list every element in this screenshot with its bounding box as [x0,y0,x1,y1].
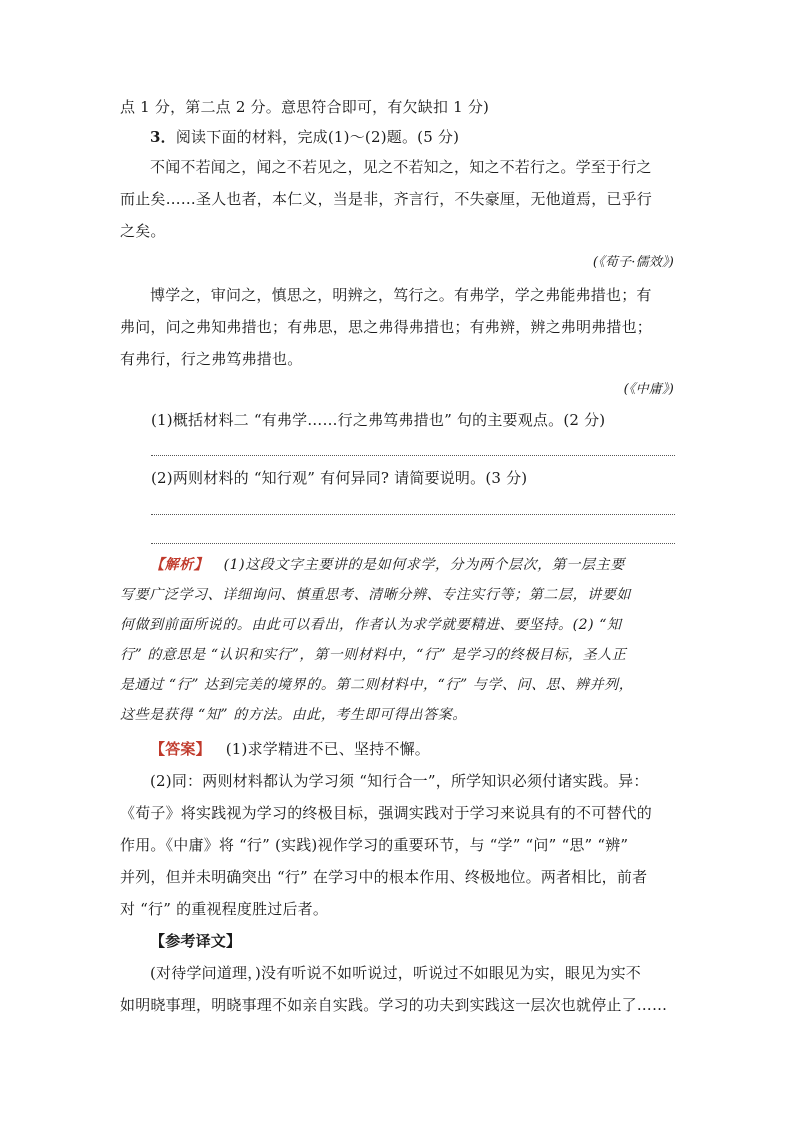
material2-source: (《中庸》) [623,382,674,397]
analysis-line [150,555,706,575]
material2-line: 有弗行，行之弗笃弗措也。 [120,350,303,368]
analysis-line: 写要广泛学习、详细询问、慎重思考、清晰分辨、专注实行等；第二层，讲要如 [120,587,631,603]
question-prompt: 阅读下面的材料，完成(1)～(2)题。(5 分) [175,128,460,146]
answer-line-text: 《荀子》将实践视为学习的终极目标，强调实践对于学习来说具有的不可替代的 [120,804,653,822]
answer-label: 【答案】 [150,740,211,758]
sub-question-2: (2)两则材料的 “知行观” 有何异同? 请简要说明。(3 分) [151,469,528,487]
analysis-label: 【解析】 [150,557,209,573]
translation-label: 【参考译文】 [150,932,242,950]
answer-line-text: 并列，但并未明确突出 “行” 在学习中的根本作用、终极地位。两者相比，前者 [120,868,648,886]
material1-line: 不闻不若闻之，闻之不若见之，见之不若知之，知之不若行之。学至于行之 [150,158,652,176]
answer-text: (1)求学精进不已、坚持不懈。 [225,740,430,758]
answer-line [151,543,675,544]
text-line: 点 1 分，第二点 2 分。意思符合即可，有欠缺扣 1 分) [120,98,490,116]
material2-line: 博学之，审问之，慎思之，明辨之，笃行之。有弗学，学之弗能弗措也；有 [150,286,652,304]
analysis-line: 何做到前面所说的。由此可以看出，作者认为求学就要精进、要坚持。(2) “知 [120,617,622,633]
translation-line: 如明晓事理，明晓事理不如亲自实践。学习的功夫到实践这一层次也就停止了…… [120,996,668,1014]
question-heading [150,127,706,147]
answer-line-text: (2)同：两则材料都认为学习须 “知行合一”，所学知识必须付诸实践。异： [150,772,649,790]
analysis-line: 行” 的意思是 “认识和实行”，第一则材料中，“行” 是学习的终极目标，圣人正 [120,647,627,663]
material1-line: 之矣。 [120,222,166,240]
answer-line [151,514,675,515]
material1-source: (《荀子·儒效》) [592,255,674,270]
analysis-line: 是通过 “行” 达到完美的境界的。第二则材料中，“行” 与学、问、思、辨并列， [120,677,634,693]
sub-question-1: (1)概括材料二 “有弗学……行之弗笃弗措也” 句的主要观点。(2 分) [151,411,606,429]
answer-line-text: 对 “行” 的重视程度胜过后者。 [120,900,329,918]
answer-line-text: 作用。《中庸》将 “行” (实践)视作学习的重要环节，与 “学” “问” “思” “辨” [120,836,629,854]
material1-line: 而止矣……圣人也者，本仁义，当是非，齐言行，不失豪厘，无他道焉，已乎行 [120,190,653,208]
question-number: 3． [150,128,176,146]
analysis-line: 这些是获得 “知” 的方法。由此，考生即可得出答案。 [120,707,467,723]
answer-heading [150,739,706,759]
translation-line: (对待学问道理，)没有听说不如听说过，听说过不如眼见为实，眼见为实不 [150,964,642,982]
answer-line [151,455,675,456]
analysis-text: (1)这段文字主要讲的是如何求学，分为两个层次，第一层主要 [223,557,625,573]
material2-line: 弗问，问之弗知弗措也；有弗思，思之弗得弗措也；有弗辨，辨之弗明弗措也； [120,318,653,336]
